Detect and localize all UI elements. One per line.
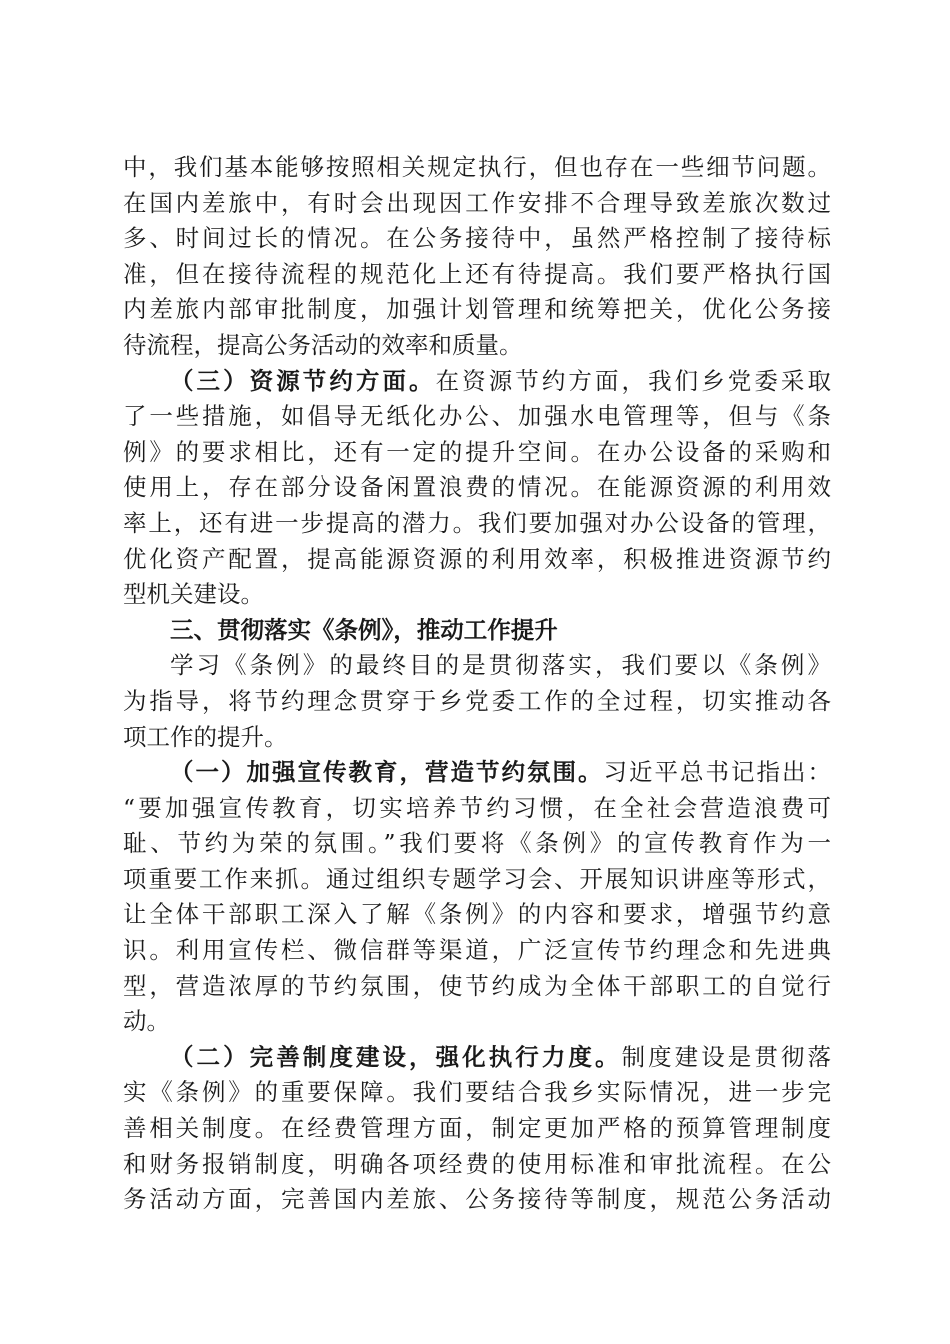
text-line: 务活动方面，完善国内差旅、公务接待等制度，规范公务活动 bbox=[123, 1185, 831, 1214]
text-line: 项重要工作来抓。通过组织专题学习会、开展知识讲座等形式， bbox=[123, 864, 831, 893]
text-line bbox=[123, 1040, 831, 1076]
text-line: “要加强宣传教育，切实培养节约习惯，在全社会营造浪费可 bbox=[123, 793, 831, 822]
document-page bbox=[123, 150, 831, 1218]
text-line: 让全体干部职工深入了解《条例》的内容和要求，增强节约意 bbox=[123, 900, 831, 929]
text-line: 多、时间过长的情况。在公务接待中，虽然严格控制了接待标 bbox=[123, 224, 831, 253]
paragraph bbox=[123, 364, 831, 613]
text-line: 学习《条例》的最终目的是贯彻落实，我们要以《条例》 bbox=[170, 651, 831, 680]
text-line: 型，营造浓厚的节约氛围，使节约成为全体干部职工的自觉行 bbox=[123, 971, 831, 1000]
text-line: 优化资产配置，提高能源资源的利用效率，积极推进资源节约 bbox=[123, 544, 831, 573]
text-line: 准，但在接待流程的规范化上还有待提高。我们要严格执行国 bbox=[123, 259, 831, 288]
text-line: 率上，还有进一步提高的潜力。我们要加强对办公设备的管理， bbox=[123, 508, 831, 537]
text-line: 动。 bbox=[123, 1007, 170, 1036]
text-span: 习近平总书记指出： bbox=[603, 758, 831, 787]
text-line: 中，我们基本能够按照相关规定执行，但也存在一些细节问题。 bbox=[123, 153, 831, 181]
text-line: 识。利用宣传栏、微信群等渠道，广泛宣传节约理念和先进典 bbox=[123, 936, 831, 965]
text-line: 和财务报销制度，明确各项经费的使用标准和审批流程。在公 bbox=[123, 1149, 831, 1178]
paragraph bbox=[123, 1040, 831, 1218]
text-line: 善相关制度。在经费管理方面，制定更加严格的预算管理制度 bbox=[123, 1114, 831, 1143]
text-line: 例》的要求相比，还有一定的提升空间。在办公设备的采购和 bbox=[123, 437, 831, 466]
text-line: 待流程，提高公务活动的效率和质量。 bbox=[123, 330, 523, 359]
text-line: 内差旅内部审批制度，加强计划管理和统筹把关，优化公务接 bbox=[123, 295, 831, 324]
text-line bbox=[123, 755, 831, 791]
text-line: 了一些措施，如倡导无纸化办公、加强水电管理等，但与《条 bbox=[123, 402, 831, 431]
text-line: 耻、节约为荣的氛围。”我们要将《条例》的宣传教育作为一 bbox=[123, 829, 831, 858]
paragraph bbox=[123, 648, 831, 755]
text-line: 项工作的提升。 bbox=[123, 722, 288, 751]
text-span: 在资源节约方面，我们乡党委采取 bbox=[435, 366, 831, 395]
text-line: 型机关建设。 bbox=[123, 580, 264, 609]
paragraph-lead: （二）完善制度建设，强化执行力度。 bbox=[170, 1042, 622, 1071]
text-line: 为指导，将节约理念贯穿于乡党委工作的全过程，切实推动各 bbox=[123, 686, 831, 715]
text-line: 在国内差旅中，有时会出现因工作安排不合理导致差旅次数过 bbox=[123, 188, 831, 217]
text-span: 制度建设是贯彻落 bbox=[621, 1042, 831, 1071]
paragraph bbox=[123, 755, 831, 1040]
text-line: 使用上，存在部分设备闲置浪费的情况。在能源资源的利用效 bbox=[123, 473, 831, 502]
section-heading: 三、贯彻落实《条例》，推动工作提升 bbox=[170, 615, 558, 644]
text-line bbox=[123, 364, 831, 400]
text-line: 实《条例》的重要保障。我们要结合我乡实际情况，进一步完 bbox=[123, 1078, 831, 1107]
paragraph bbox=[123, 150, 831, 364]
paragraph-lead: （一）加强宣传教育，营造节约氛围。 bbox=[170, 758, 604, 787]
paragraph-lead: （三）资源节约方面。 bbox=[170, 366, 436, 395]
